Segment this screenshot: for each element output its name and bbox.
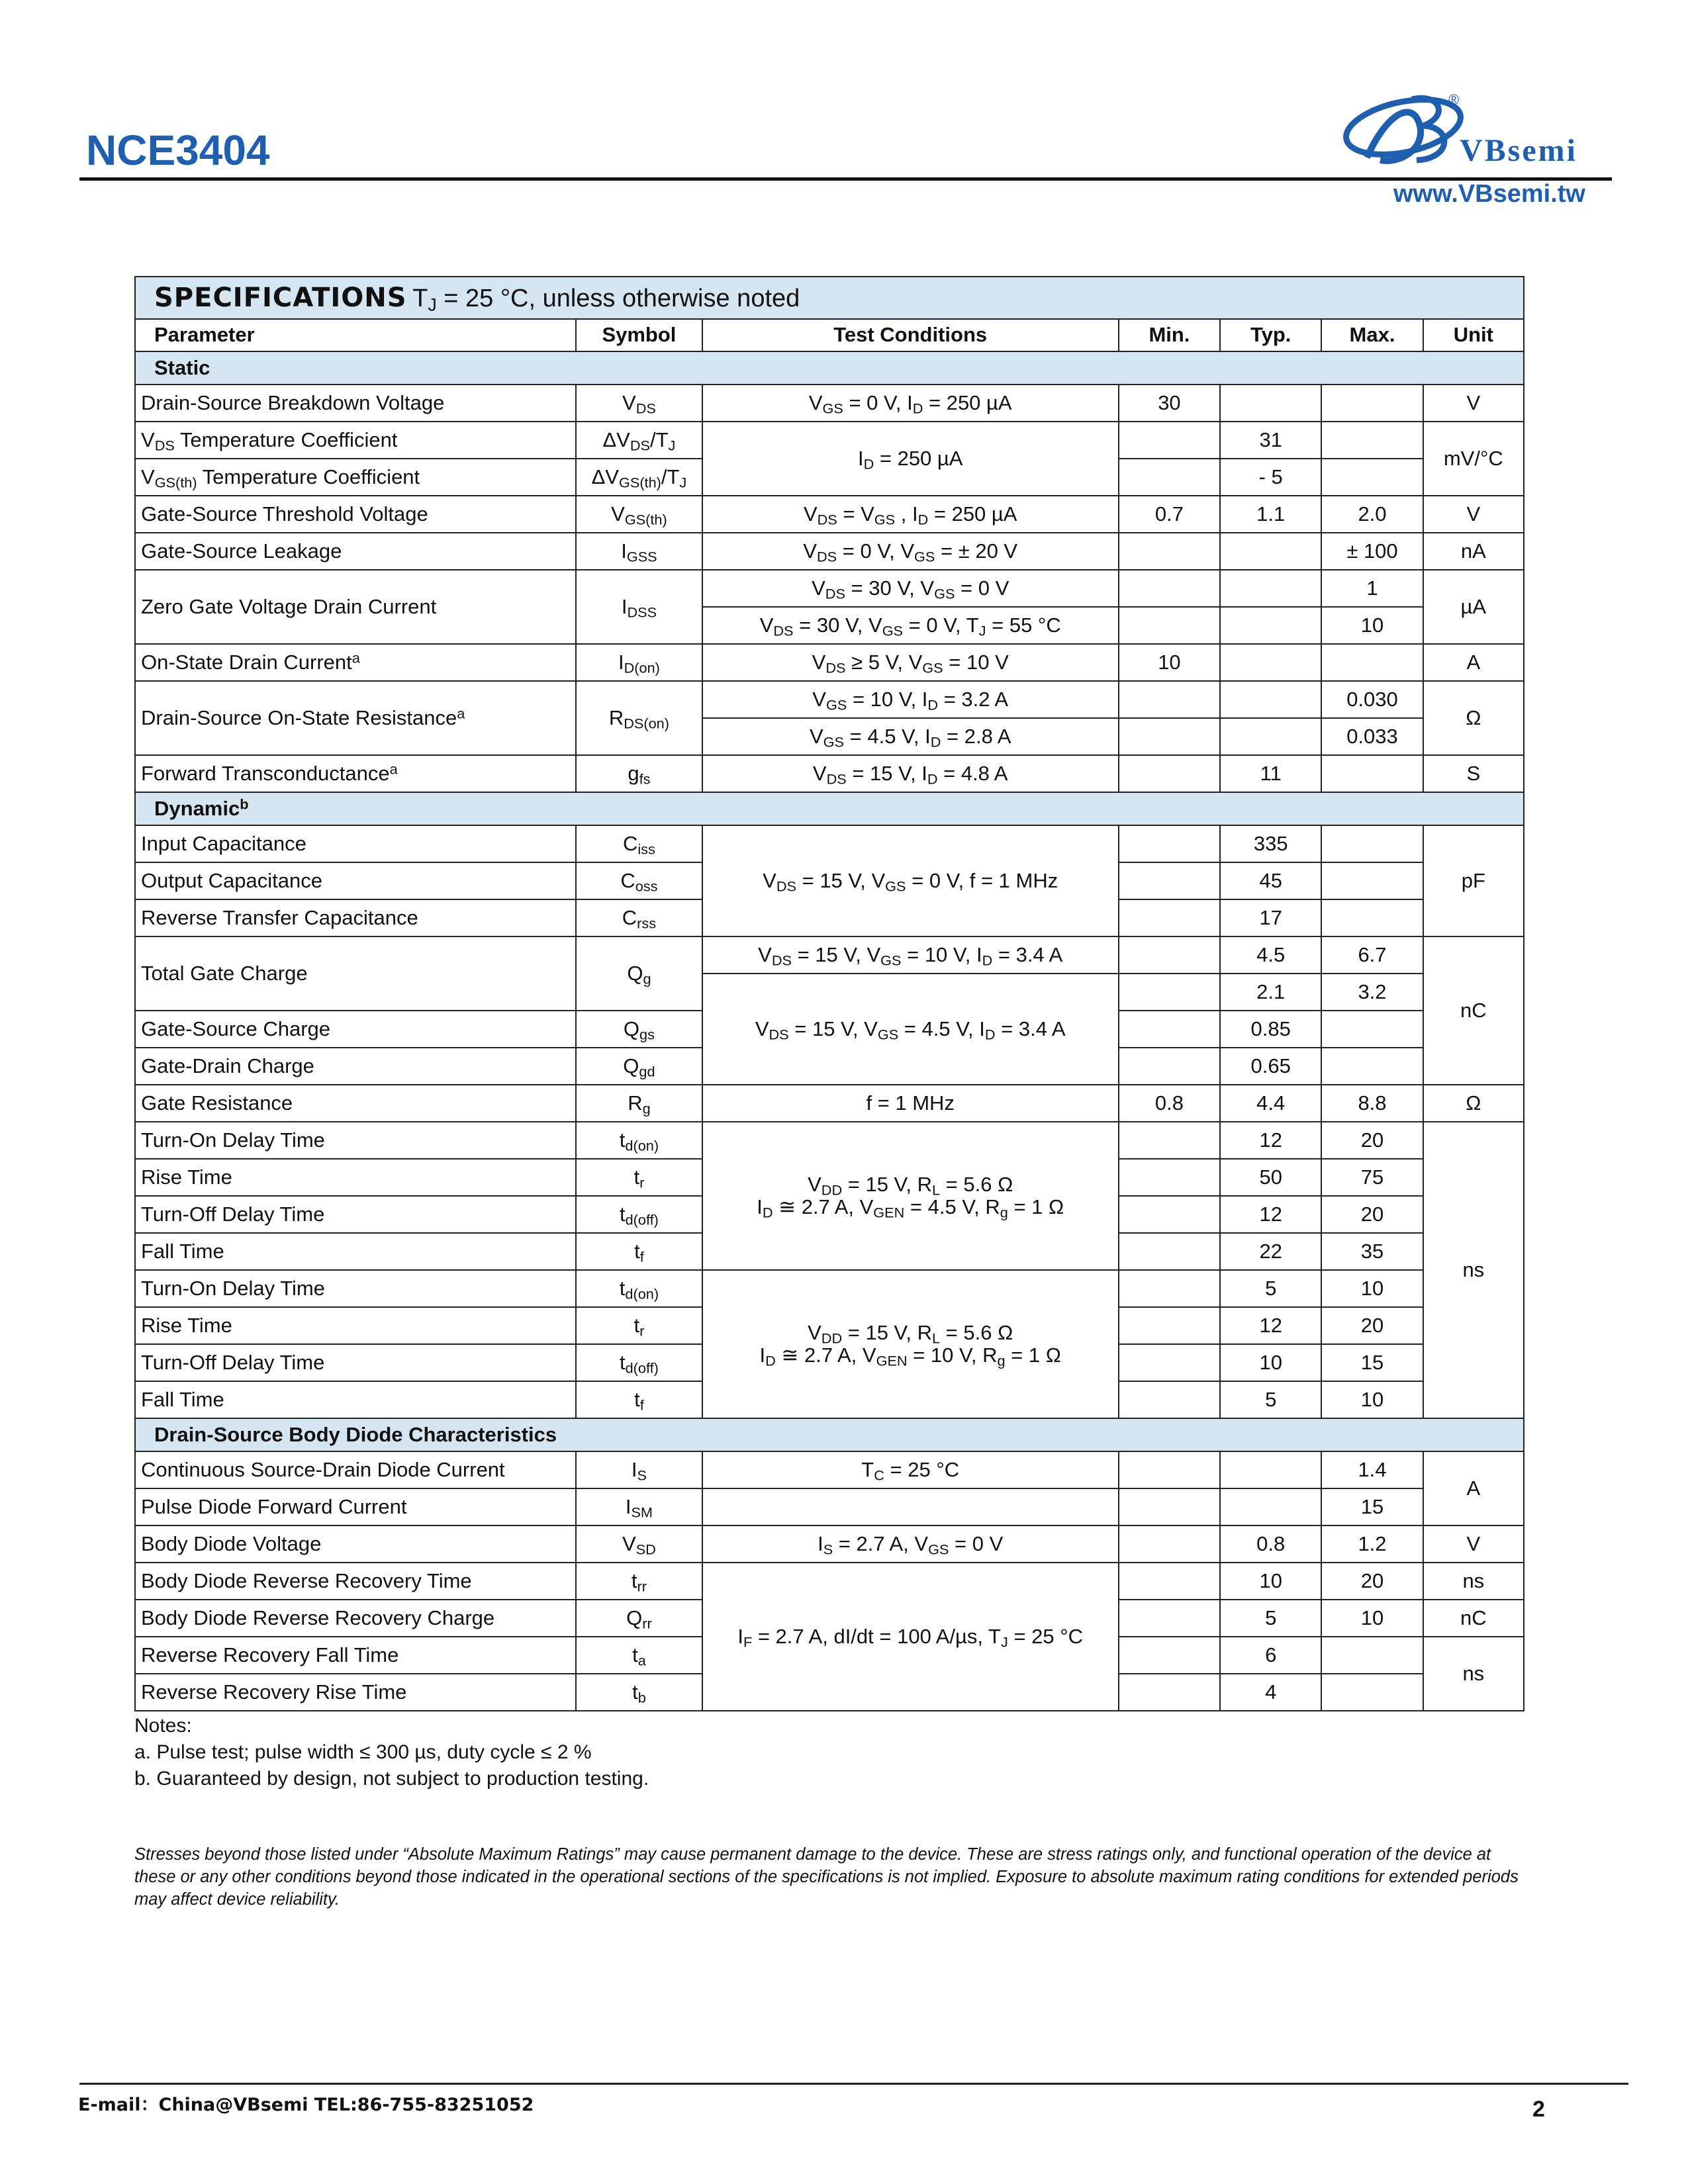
table-row: Fall Time $t_f$ 5 10 [135,1381,1524,1418]
table-row: Gate-Source Charge $Q_{gs}$ 0.85 [135,1011,1524,1048]
section-header-static: Static [135,351,1524,385]
table-row: Drain-Source On-State Resistance$^a$ $R_{DS(on)}$ $V_{GS} = 10$ V, $I_D = 3.2$ A 0.030 Ω [135,681,1524,718]
column-header: Min. [1119,319,1220,351]
table-row: $V_{DS}$ Temperature Coefficient $\Delta V_{DS}/T_J$ $I_D = 250$ µA 31 mV/°C [135,422,1524,459]
footer-rule [79,2083,1628,2085]
table-row: Gate Resistance $R_g$ f = 1 MHz 0.8 4.4 8.8 Ω [135,1085,1524,1122]
column-header: Unit [1423,319,1524,351]
table-row: On-State Drain Current$^a$ $I_{D(on)}$ $V_{DS} \ge 5$ V, $V_{GS} = 10$ V 10 A [135,644,1524,681]
notes [134,1713,649,1792]
page-number: 2 [1532,2097,1545,2122]
table-row: $V_{DS} = 15$ V, $V_{GS} = 4.5$ V, $I_D = 3.4$ A 2.1 3.2 [135,974,1524,1011]
table-row: Total Gate Charge $Q_g$ $V_{DS} = 15$ V, $V_{GS} = 10$ V, $I_D = 3.4$ A 4.5 6.7 nC [135,936,1524,974]
table-row: Fall Time $t_f$ 22 35 [135,1233,1524,1270]
notes-heading: Notes: [134,1715,192,1737]
table-row: $V_{GS} = 4.5$ V, $I_D = 2.8$ A 0.033 [135,718,1524,755]
table-row: Continuous Source-Drain Diode Current $I_S$ $T_C = 25$ °C 1.4 A [135,1451,1524,1488]
table-row: Forward Transconductance$^a$ $g_{fs}$ $V_{DS} = 15$ V, $I_D = 4.8$ A 11 S [135,755,1524,792]
table-row: Gate-Source Threshold Voltage $V_{GS(th)}$ $V_{DS} = V_{GS}$ , $I_D = 250$ µA 0.7 1.1 2.0 V [135,496,1524,533]
table-row: Pulse Diode Forward Current $I_{SM}$ 15 [135,1488,1524,1525]
table-row: Body Diode Voltage $V_{SD}$ $I_S = 2.7$ A, $V_{GS} = 0$ V 0.8 1.2 V [135,1525,1524,1563]
table-row: Turn-On Delay Time $t_{d(on)}$ $V_{DD} = 15$ V, $R_L = 5.6$ Ω $I_D$ ≅ 2.7 A, $V_{GEN} = 10$ V, $R_g = 1$ Ω 5 10 [135,1270,1524,1307]
column-header: Max. [1321,319,1423,351]
note-a: a. Pulse test; pulse width ≤ 300 µs, duty cycle ≤ 2 % [134,1741,592,1763]
table-row: Body Diode Reverse Recovery Charge $Q_{rr}$ 5 10 nC [135,1600,1524,1637]
column-header: Test Conditions [702,319,1119,351]
table-row: Turn-On Delay Time $t_{d(on)}$ $V_{DD} = 15$ V, $R_L = 5.6$ Ω $I_D$ ≅ 2.7 A, $V_{GEN} = 4.5$ V, $R_g = 1$ Ω 12 20 ns [135,1122,1524,1159]
table-row: Rise Time $t_r$ 50 75 [135,1159,1524,1196]
table-row: $V_{GS(th)}$ Temperature Coefficient $\Delta V_{GS(th)}/T_J$ - 5 [135,459,1524,496]
table-row: Turn-Off Delay Time $t_{d(off)}$ 10 15 [135,1344,1524,1381]
table-row: Body Diode Reverse Recovery Time $t_{rr}$ $I_F = 2.7$ A, dI/dt = 100 A/µs, $T_J = 25$ °C 10 20 ns [135,1563,1524,1600]
part-number: NCE3404 [86,126,270,174]
table-row: Input Capacitance $C_{iss}$ $V_{DS} = 15$ V, $V_{GS} = 0$ V, f = 1 MHz 335 pF [135,825,1524,862]
table-title-row [135,277,1524,319]
table-row: Reverse Recovery Rise Time $t_b$ 4 [135,1674,1524,1711]
specifications-table [134,276,1524,1711]
table-row: Zero Gate Voltage Drain Current $I_{DSS}$ $V_{DS} = 30$ V, $V_{GS} = 0$ V 1 µA [135,570,1524,607]
table-title: SPECIFICATIONS $T_J = 25$ °C, unless otherwise noted [135,277,1524,319]
column-header: Parameter [135,319,576,351]
column-header: Typ. [1220,319,1321,351]
registered-mark: ® [1448,91,1460,108]
website-link[interactable]: www.VBsemi.tw [1393,180,1585,208]
column-header: Symbol [576,319,702,351]
section-header-dynamic: Dynamic$^b$ [135,792,1524,825]
table-row: Output Capacitance $C_{oss}$ 45 [135,862,1524,899]
table-row: Drain-Source Breakdown Voltage $V_{DS}$ $V_{GS} = 0$ V, $I_D = 250$ µA 30 V [135,385,1524,422]
table-row: Reverse Recovery Fall Time $t_a$ 6 ns [135,1637,1524,1674]
section-header-diode: Drain-Source Body Diode Characteristics [135,1418,1524,1451]
table-row: $V_{DS} = 30$ V, $V_{GS} = 0$ V, $T_J = 55$ °C 10 [135,607,1524,644]
table-row: Reverse Transfer Capacitance $C_{rss}$ 17 [135,899,1524,936]
note-b: b. Guaranteed by design, not subject to production testing. [134,1768,649,1790]
footer-contact: E-mail：China@VBsemi TEL:86-755-83251052 [78,2095,534,2115]
brand-name: VBsemi [1460,133,1577,168]
disclaimer: Stresses beyond those listed under “Absolute Maximum Ratings” may cause permanent damage to the device. These are stress ratings only, and functional operation of the device at these or any other conditions beyond those indicated in the operational sections of the specifications is not implied. Exposure to absolute maximum rating conditions for extended periods may affect device reliability. [134,1845,1519,1909]
header-rule [79,177,1612,181]
column-header-row [135,319,1524,351]
table-row: Gate-Drain Charge $Q_{gd}$ 0.65 [135,1048,1524,1085]
table-row: Rise Time $t_r$ 12 20 [135,1307,1524,1344]
table-row: Gate-Source Leakage $I_{GSS}$ $V_{DS} = 0$ V, $V_{GS}$ = ± 20 V ± 100 nA [135,533,1524,570]
table-row: Turn-Off Delay Time $t_{d(off)}$ 12 20 [135,1196,1524,1233]
